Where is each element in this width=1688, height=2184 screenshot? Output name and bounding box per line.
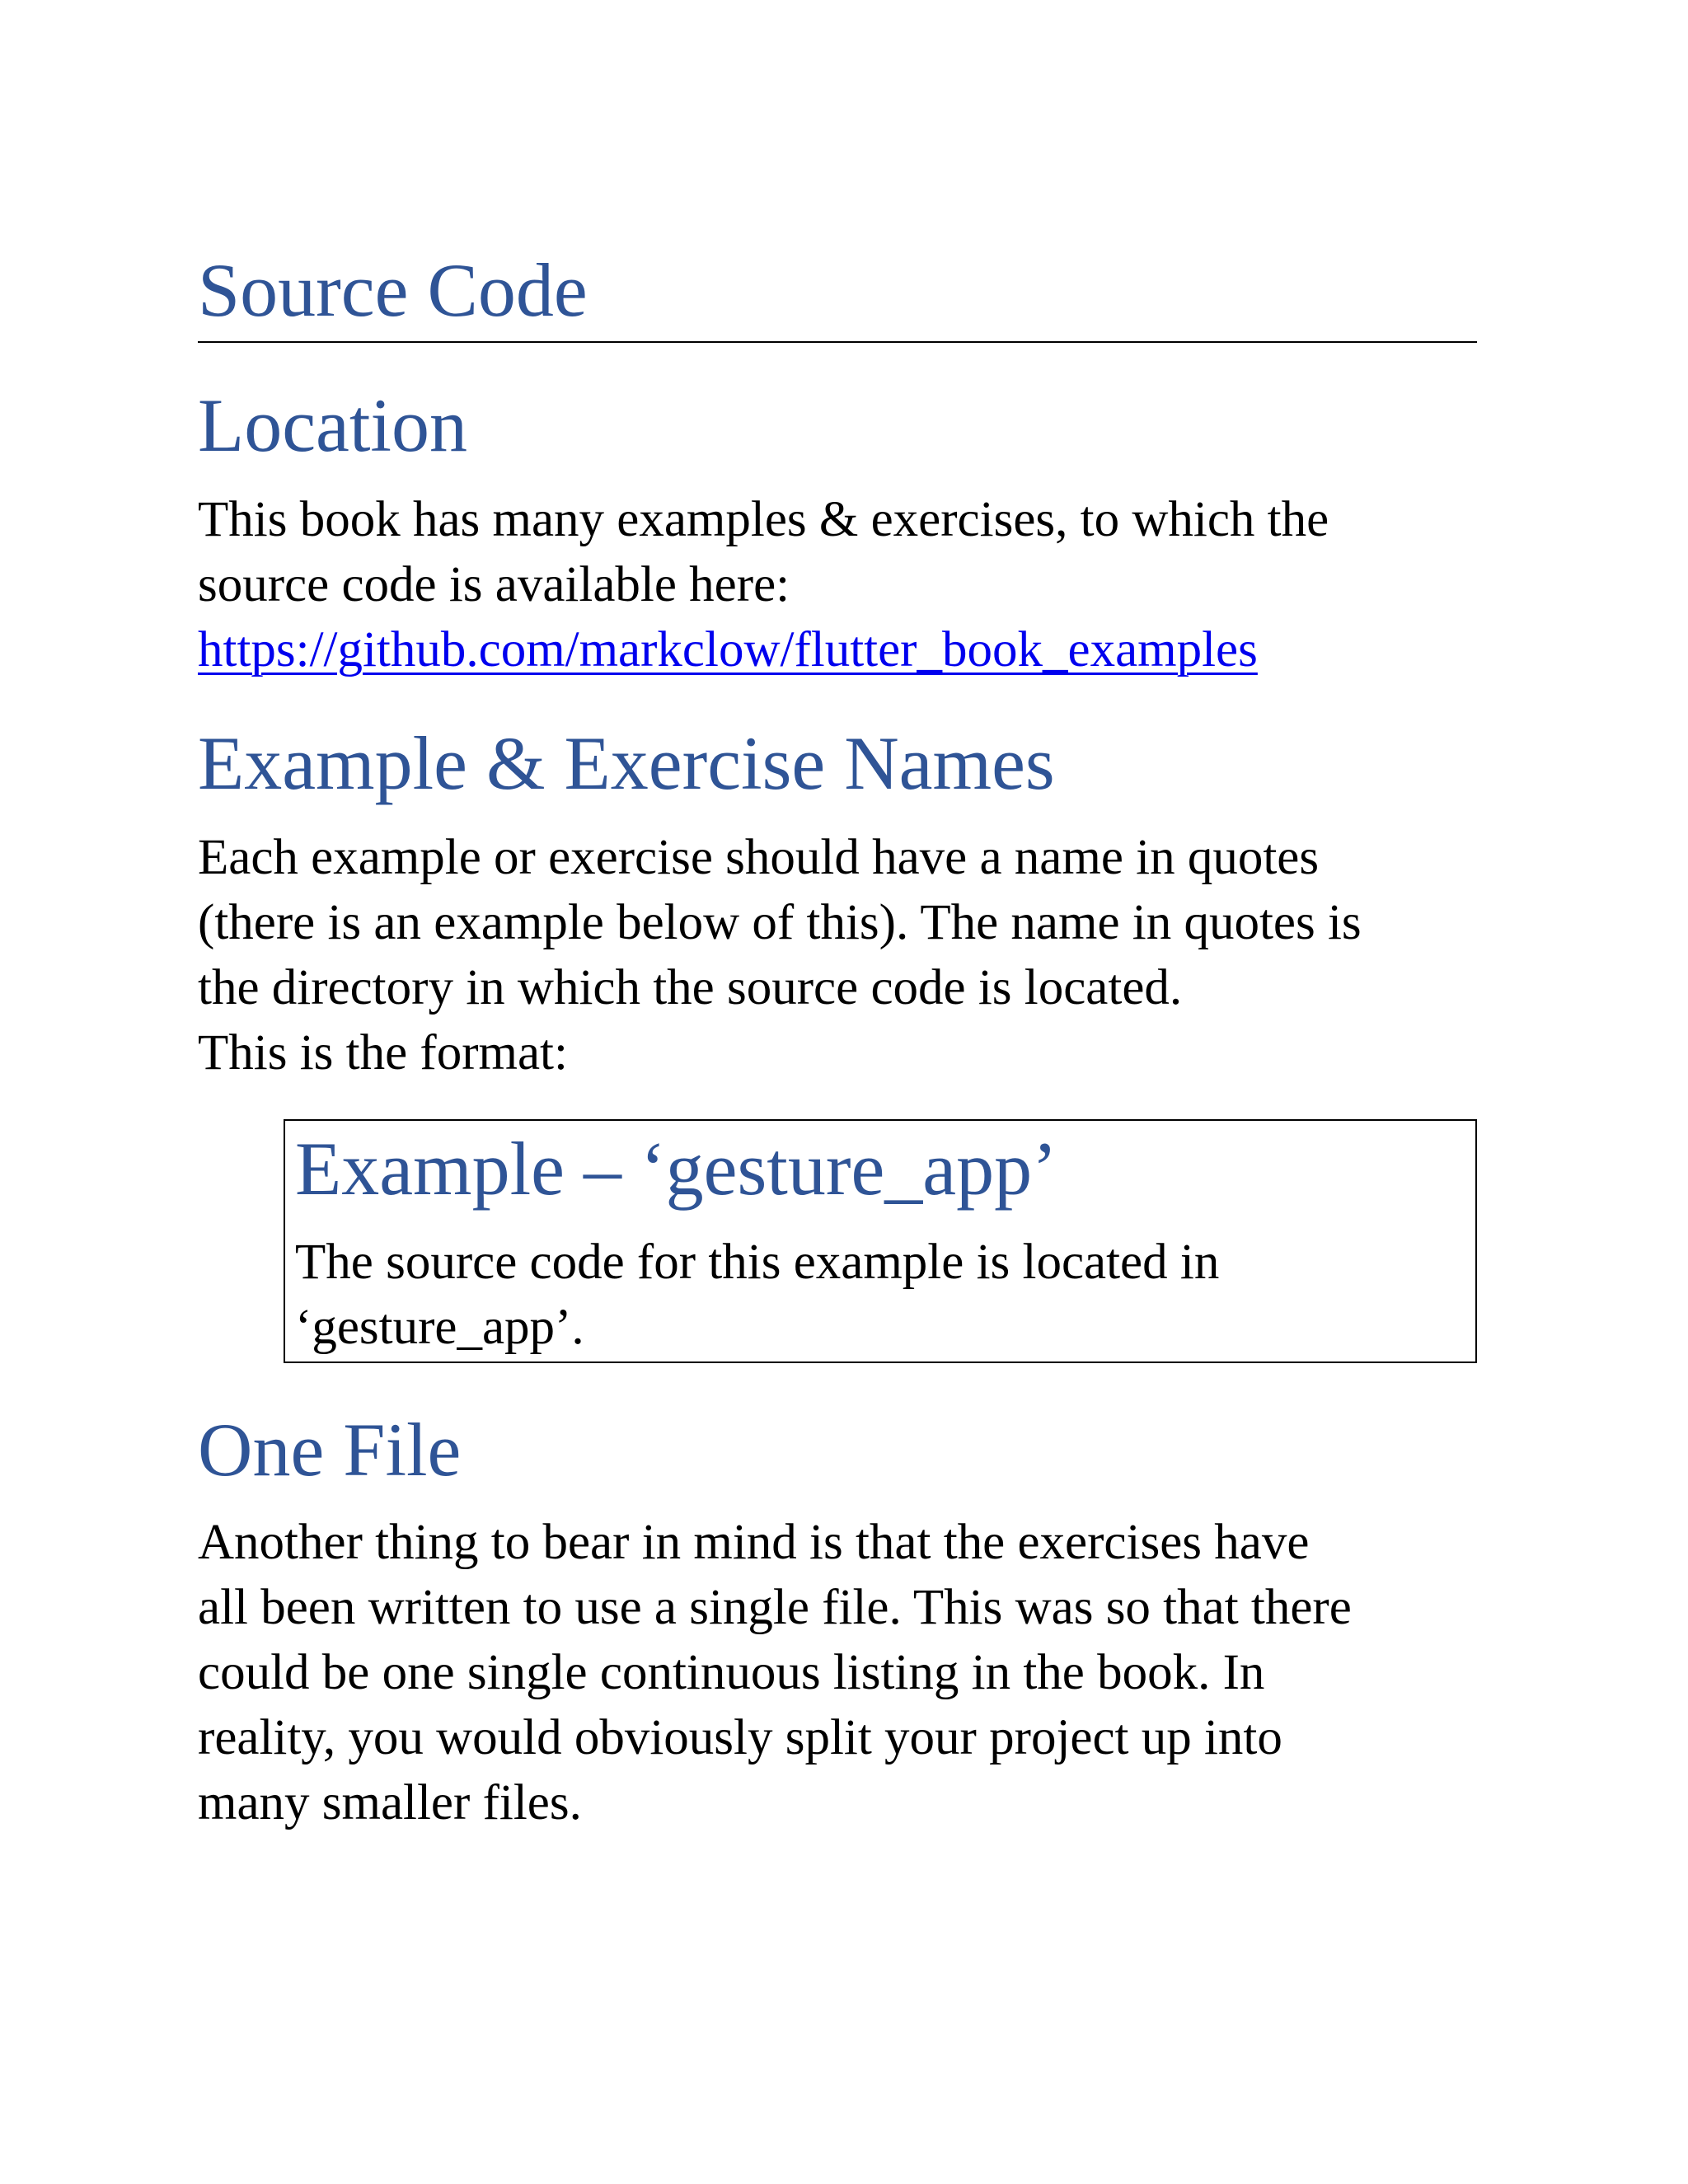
one-file-paragraph <box>198 1510 1500 1835</box>
example-box-description <box>295 1230 1449 1360</box>
one-file-text-line: could be one single continuous listing in the book. In <box>198 1645 1265 1700</box>
names-text-line: Each example or exercise should have a name in quotes <box>198 830 1320 885</box>
names-text-line: This is the format: <box>198 1025 568 1080</box>
example-box <box>284 1119 1477 1363</box>
section-heading-location: Location <box>198 383 467 467</box>
one-file-text-line: reality, you would obviously split your project up into <box>198 1710 1282 1765</box>
one-file-text-line: all been written to use a single file. This was so that there <box>198 1580 1352 1635</box>
page-title: Source Code <box>198 248 588 332</box>
one-file-text-line: many smaller files. <box>198 1775 582 1830</box>
source-code-link[interactable]: https://github.com/markclow/flutter_book_examples <box>198 622 1258 677</box>
names-paragraph <box>198 825 1500 1085</box>
names-text-line: (there is an example below of this). The name in quotes is <box>198 895 1362 950</box>
title-underline-rule <box>198 341 1477 343</box>
section-heading-one-file: One File <box>198 1408 462 1492</box>
location-text-line: This book has many examples & exercises, to which the <box>198 492 1329 547</box>
section-heading-names: Example & Exercise Names <box>198 721 1055 805</box>
example-box-desc-line: The source code for this example is located in <box>295 1235 1220 1290</box>
one-file-text-line: Another thing to bear in mind is that the exercises have <box>198 1515 1310 1570</box>
location-paragraph <box>198 487 1484 682</box>
title-block <box>198 248 1477 343</box>
example-box-desc-line: ‘gesture_app’. <box>295 1300 584 1355</box>
example-box-title: Example – ‘gesture_app’ <box>295 1127 1057 1211</box>
location-text-line: source code is available here: <box>198 557 790 612</box>
names-text-line: the directory in which the source code is located. <box>198 960 1183 1015</box>
